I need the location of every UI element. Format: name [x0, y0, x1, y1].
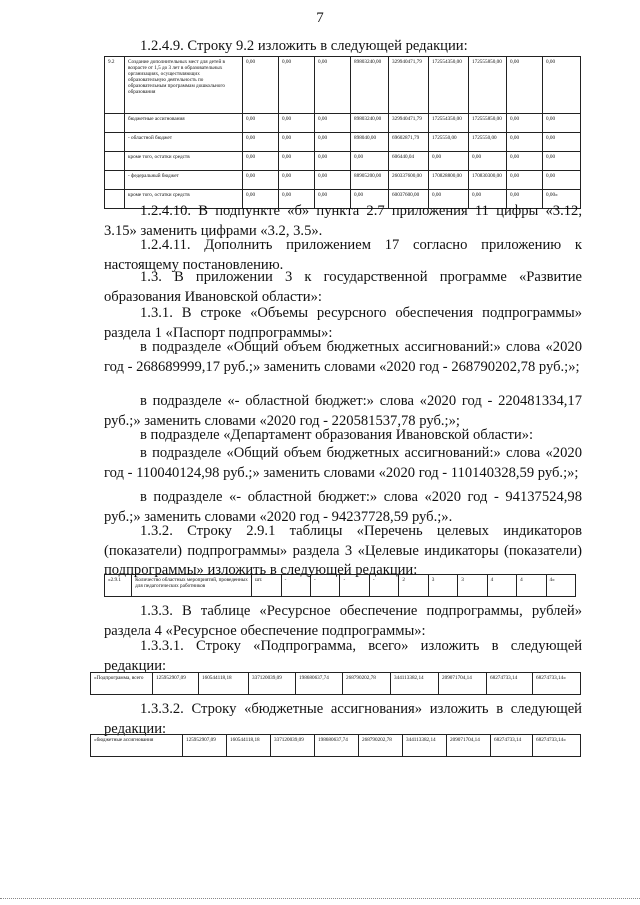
table-row-2-9-1 [104, 574, 576, 597]
table-cell: 0,00 [243, 133, 279, 152]
table-cell: «Подпрограмма, всего [91, 673, 153, 695]
paragraph-1-3-3-1: 1.3.3.1. Строку «Подпрограмма, всего» изложить в следующей редакции: [104, 638, 582, 674]
paragraph-1-3-1-a: в подразделе «Общий объем бюджетных ассигнований:» слова «2020 год - 268689999,17 руб.;» заменить словами «2020 год - 268790202,78 руб.;»; [104, 339, 582, 375]
table-cell: 0,00 [315, 57, 351, 114]
table-cell [105, 114, 125, 133]
table-cell: 0,00 [543, 152, 581, 171]
table-row [105, 575, 576, 597]
paragraph-1-3-1-b: в подразделе «- областной бюджет:» слова «2020 год - 220481334,17 руб.;» заменить словами «2020 год - 220581537,78 руб.;»; [104, 393, 582, 429]
table-row [105, 152, 581, 171]
page-number: 7 [316, 10, 324, 26]
table-cell: 172555850,00 [469, 57, 507, 114]
table-cell: 0,00 [351, 152, 389, 171]
table-cell: Создание дополнительных мест для детей в возрасте от 1,5 до 3 лет в образовательных организациях, осуществляющих образовательную деятельность по образовательным программам дошкольного образования [125, 57, 243, 114]
paragraph-1-3-3-2: 1.3.3.2. Строку «бюджетные ассигнования» изложить в следующей редакции: [104, 701, 582, 737]
table-cell: 0,00 [315, 114, 351, 133]
table-row-budget-allocations [90, 734, 581, 757]
table-cell: «бюджетные ассигнования [91, 735, 183, 757]
table-cell: 268790202,78 [343, 673, 391, 695]
table-cell: 337120039,09 [249, 673, 296, 695]
table-row [105, 171, 581, 190]
table-cell: 2 [399, 575, 428, 597]
table-cell: 0,00 [243, 171, 279, 190]
table-cell: 0,00 [279, 114, 315, 133]
table-cell: бюджетные ассигнования [125, 114, 243, 133]
table-cell: 0,00 [507, 57, 543, 114]
table-cell: 1725550,00 [429, 133, 469, 152]
table-cell: 0,00 [543, 114, 581, 133]
paragraph-1-2-4-10: 1.2.4.10. В подпункте «б» пункта 2.7 приложения 11 цифры «3.12, 3.15» заменить цифрами «3.2, 3.5». [104, 203, 582, 239]
table-cell: 0,00 [279, 171, 315, 190]
table-cell: - [340, 575, 369, 597]
table-cell: 0,00» [543, 190, 581, 209]
scan-edge [0, 898, 640, 902]
paragraph-1-3: 1.3. В приложении 3 к государственной программе «Развитие образования Ивановской области»: [104, 269, 582, 305]
table-cell: 0,00 [315, 190, 351, 209]
table-cell: 0,00 [429, 190, 469, 209]
table-cell: 329940471,79 [389, 114, 429, 133]
table-cell: Количество областных мероприятий, проведенных для педагогических работников [132, 575, 252, 597]
table-cell: 0,00 [507, 171, 543, 190]
table-cell: 170830300,00 [469, 171, 507, 190]
table-row [105, 57, 581, 114]
paragraph-1-3-2: 1.3.2. Строку 2.9.1 таблицы «Перечень целевых индикаторов (показатели) подпрограммы» раздела 3 «Целевые индикаторы (показатели) подпрограммы» изложить в следующей редакции: [104, 523, 582, 578]
table-cell: 3 [428, 575, 457, 597]
table-cell: 0,00 [243, 152, 279, 171]
table-cell [105, 152, 125, 171]
table-cell: 329940471,79 [389, 57, 429, 114]
table-cell: 68274733,14» [533, 735, 581, 757]
table-cell: 69602871,79 [389, 133, 429, 152]
paragraph-1-3-1-d: в подразделе «Общий объем бюджетных ассигнований:» слова «2020 год - 110040124,98 руб.;» заменить словами «2020 год - 110140328,59 руб.;»; [104, 445, 582, 481]
table-cell: 160544118,18 [199, 673, 249, 695]
table-cell: 344113382,14 [403, 735, 447, 757]
table-cell: 172554350,00 [429, 114, 469, 133]
table-cell [105, 171, 125, 190]
table-cell: 0,00 [469, 190, 507, 209]
table-cell: 0,00 [543, 57, 581, 114]
table-row [91, 735, 581, 757]
table-cell: 0,00 [315, 152, 351, 171]
table-cell: 172555850,00 [469, 114, 507, 133]
paragraph-1-3-1: 1.3.1. В строке «Объемы ресурсного обеспечения подпрограммы» раздела 1 «Паспорт подпрограммы»: [104, 305, 582, 341]
table-cell: 898040,00 [351, 133, 389, 152]
table-cell: 198680637,74 [315, 735, 359, 757]
table-cell: 209071704,14 [439, 673, 487, 695]
table-cell: 3 [458, 575, 487, 597]
paragraph-1-2-4-9: 1.2.4.9. Строку 9.2 изложить в следующей редакции: [140, 38, 468, 54]
table-cell: - [311, 575, 340, 597]
table-cell: 0,00 [279, 152, 315, 171]
table-cell: 4» [546, 575, 575, 597]
table-cell: кроме того, остатки средств [125, 190, 243, 209]
table-cell: 0,00 [429, 152, 469, 171]
table-cell: 125952907,09 [183, 735, 227, 757]
table-cell: 209071704,14 [447, 735, 491, 757]
table-cell: 89803240,00 [351, 57, 389, 114]
paragraph-1-3-1-c: в подразделе «Департамент образования Ивановской области»: [140, 427, 534, 443]
table-cell: 9.2 [105, 57, 125, 114]
table-cell: 68274733,14 [487, 673, 533, 695]
table-cell: 0,00 [543, 133, 581, 152]
table-cell: 0,00 [243, 190, 279, 209]
table-cell: 0,00 [279, 57, 315, 114]
table-cell: 268790202,78 [359, 735, 403, 757]
table-cell: 4 [487, 575, 516, 597]
table-cell: 89803240,00 [351, 114, 389, 133]
table-cell: - [369, 575, 398, 597]
table-row [105, 133, 581, 152]
table-cell: 344113382,14 [391, 673, 439, 695]
table-cell: 0,00 [351, 190, 389, 209]
table-cell: 0,00 [315, 133, 351, 152]
table-cell: «2.9.1 [105, 575, 132, 597]
table-row-subprogram-total [90, 672, 581, 695]
table-cell: 0,00 [543, 171, 581, 190]
table-row [91, 673, 581, 695]
table-cell: 337120039,09 [271, 735, 315, 757]
table-cell: 68274733,14 [491, 735, 533, 757]
table-cell: 60037600,00 [389, 190, 429, 209]
paragraph-1-2-4-11: 1.2.4.11. Дополнить приложением 17 согласно приложению к настоящему постановлению. [104, 237, 582, 273]
table-cell: 172554350,00 [429, 57, 469, 114]
table-cell: 170828800,00 [429, 171, 469, 190]
table-cell: 0,00 [243, 114, 279, 133]
table-cell: - [281, 575, 310, 597]
table-cell: 4 [517, 575, 546, 597]
table-cell: шт. [252, 575, 281, 597]
table-row-9-2 [104, 56, 581, 209]
table-cell: 160544118,18 [227, 735, 271, 757]
table-cell: - областной бюджет [125, 133, 243, 152]
paragraph-1-3-3: 1.3.3. В таблице «Ресурсное обеспечение подпрограммы, рублей» раздела 4 «Ресурсное обеспечение подпрограммы»: [104, 603, 582, 639]
table-cell: 0,00 [507, 114, 543, 133]
table-cell: 260337600,00 [389, 171, 429, 190]
table-cell: 1725550,00 [469, 133, 507, 152]
table-cell: 125952907,09 [153, 673, 199, 695]
table-cell: кроме того, остатки средств [125, 152, 243, 171]
table-cell: 0,00 [315, 171, 351, 190]
table-cell: 198680637,74 [296, 673, 343, 695]
table-cell: 0,00 [469, 152, 507, 171]
table-cell: 0,00 [507, 190, 543, 209]
table-cell: 68274733,14» [533, 673, 581, 695]
paragraph-1-3-1-e: в подразделе «- областной бюджет:» слова «2020 год - 94137524,98 руб.;» заменить словами «2020 год - 94237728,59 руб.;». [104, 489, 582, 525]
table-cell: 0,00 [279, 190, 315, 209]
table-cell: 0,00 [243, 57, 279, 114]
table-cell: - федеральный бюджет [125, 171, 243, 190]
table-cell: 0,00 [507, 133, 543, 152]
table-row [105, 114, 581, 133]
table-cell: 606440,04 [389, 152, 429, 171]
table-cell: 88905200,00 [351, 171, 389, 190]
table-cell [105, 133, 125, 152]
table-cell: 0,00 [507, 152, 543, 171]
table-cell: 0,00 [279, 133, 315, 152]
